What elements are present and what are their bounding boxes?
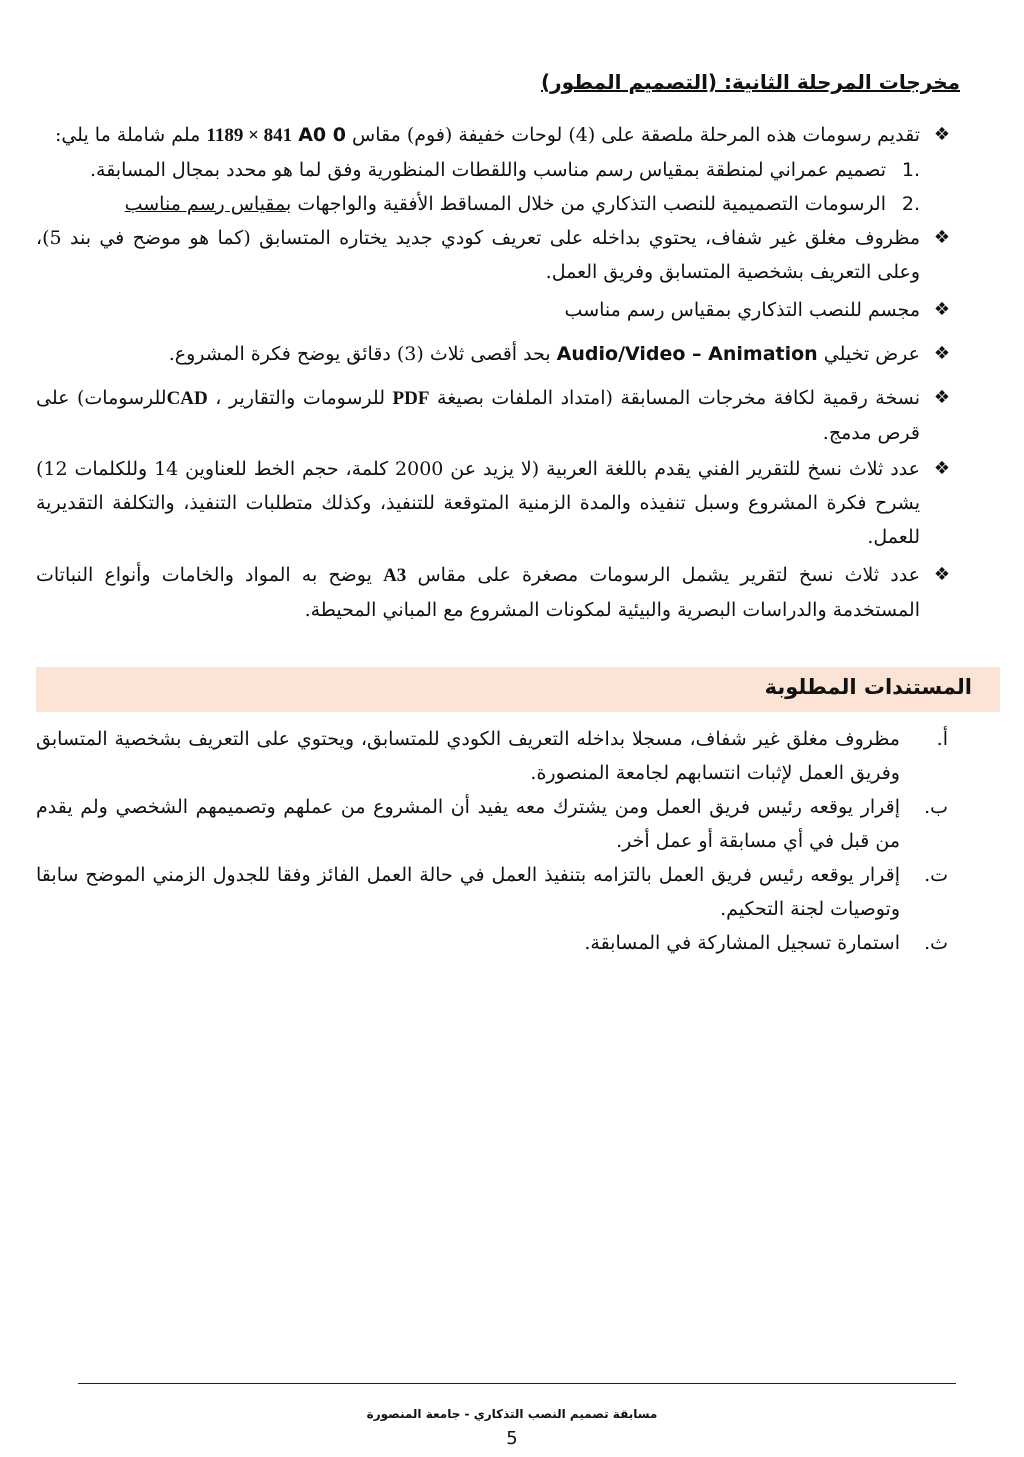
list-item-a3-report — [36, 558, 960, 627]
list-item-boards — [36, 118, 960, 153]
cad-format: CAD — [166, 388, 208, 409]
document-item-text: مظروف مغلق غير شفاف، مسجلا بداخله التعريف الكودي للمتسابق، ويحتوي على التعريف بشخصية المتسابق وفريق العمل لإثبات انتسابهم لجامعة المنصورة. — [36, 728, 900, 784]
boards-text-end: ملم شاملة ما يلي: — [54, 124, 201, 146]
document-item-letter: أ. — [936, 728, 948, 750]
document-item — [36, 926, 960, 960]
presentation-text: عرض تخيلي — [823, 343, 920, 365]
sub-item-text: الرسومات التصميمية للنصب التذكاري من خلال المساقط الأفقية والواجهات — [297, 193, 886, 215]
document-item-letter: ت. — [924, 864, 948, 886]
a3-size: A3 — [383, 565, 407, 586]
sub-item-urban-design — [36, 153, 960, 187]
section-heading: مخرجات المرحلة الثانية: (التصميم المطور) — [541, 70, 960, 94]
document-item-text: إقرار يوقعه رئيس فريق العمل ومن يشترك معه يفيد أن المشروع من عملهم وتصميمهم الشخصي ولم يقدم من قبل في أي مسابقة أو عمل أخر. — [36, 796, 900, 852]
outputs-list — [36, 118, 960, 627]
envelope-text: مظروف مغلق غير شفاف، يحتوي بداخله على تعريف كودي جديد يختاره المتسابق (كما هو موضح في بند 5)، وعلى التعريف بشخصية المتسابق وفريق العمل. — [36, 227, 920, 283]
media-format: Audio/Video – Animation — [556, 343, 818, 365]
board-dimensions: 1189 × 841 — [206, 125, 293, 146]
required-documents-list — [36, 722, 960, 960]
sub-item-drawings — [36, 187, 960, 221]
list-item-presentation — [36, 337, 960, 371]
digital-text: نسخة رقمية لكافة مخرجات المسابقة (امتداد الملفات بصيغة — [437, 387, 920, 409]
boards-text: تقديم رسومات هذه المرحلة ملصقة على (4) لوحات خفيفة (فوم) مقاس — [352, 124, 920, 146]
a3-text: عدد ثلاث نسخ لتقرير يشمل الرسومات مصغرة على مقاس — [417, 564, 921, 586]
document-item-letter: ث. — [924, 932, 948, 954]
diamond-bullet-icon: ❖ — [933, 387, 951, 408]
required-documents-band — [36, 667, 1000, 712]
sub-item-number: .1 — [901, 159, 920, 181]
page-number: 5 — [506, 1428, 518, 1449]
list-item-model — [36, 293, 960, 327]
list-item-digital-copy — [36, 381, 960, 450]
underlined-scale-text: بمقياس رسم مناسب — [124, 193, 292, 215]
a3-text-end: يوضح به المواد والخامات وأنواع النباتات المستخدمة والدراسات البصرية والبيئية لمكونات المشروع مع المباني المحيطة. — [36, 564, 920, 621]
sub-item-text: تصميم عمراني لمنطقة بمقياس رسم مناسب واللقطات المنظورية وفق لما هو محدد بمجال المسابقة. — [89, 159, 886, 181]
model-text: مجسم للنصب التذكاري بمقياس رسم مناسب — [564, 299, 920, 321]
digital-text-end: للرسومات) على قرص مدمج. — [36, 387, 920, 444]
diamond-bullet-icon: ❖ — [933, 343, 951, 364]
diamond-bullet-icon: ❖ — [933, 124, 951, 145]
required-documents-title: المستندات المطلوبة — [764, 675, 972, 699]
document-item — [36, 722, 960, 790]
diamond-bullet-icon: ❖ — [933, 227, 951, 248]
document-item — [36, 858, 960, 926]
digital-text-mid: للرسومات والتقارير ، — [215, 387, 385, 409]
pdf-format: PDF — [392, 388, 430, 409]
document-item — [36, 790, 960, 858]
sub-item-number: .2 — [901, 193, 920, 215]
board-size-code: A0 0 — [298, 124, 346, 146]
document-item-letter: ب. — [924, 796, 948, 818]
diamond-bullet-icon: ❖ — [933, 299, 951, 320]
list-item-technical-report — [36, 452, 960, 554]
report-text: عدد ثلاث نسخ للتقرير الفني يقدم باللغة العربية (لا يزيد عن 2000 كلمة، حجم الخط للعناوين 14 وللكلمات 12) يشرح فكرة المشروع وسبل تنفيذه والمدة الزمنية المتوقعة للتنفيذ، وكذلك متطلبات التنفيذ، والتكلفة التقديرية للعمل. — [36, 458, 920, 548]
diamond-bullet-icon: ❖ — [933, 564, 951, 585]
document-item-text: إقرار يوقعه رئيس فريق العمل بالتزامه بتنفيذ العمل في حالة العمل الفائز وفقا للجدول الزمني الموضح سابقا وتوصيات لجنة التحكيم. — [36, 864, 900, 920]
document-item-text: استمارة تسجيل المشاركة في المسابقة. — [584, 932, 900, 954]
diamond-bullet-icon: ❖ — [933, 458, 951, 479]
list-item-envelope — [36, 221, 960, 289]
presentation-text-end: بحد أقصى ثلاث (3) دقائق يوضح فكرة المشروع. — [168, 343, 551, 365]
footer-title: مسابقة تصميم النصب التذكاري - جامعة المنصورة — [366, 1407, 658, 1421]
footer-divider — [78, 1383, 956, 1384]
